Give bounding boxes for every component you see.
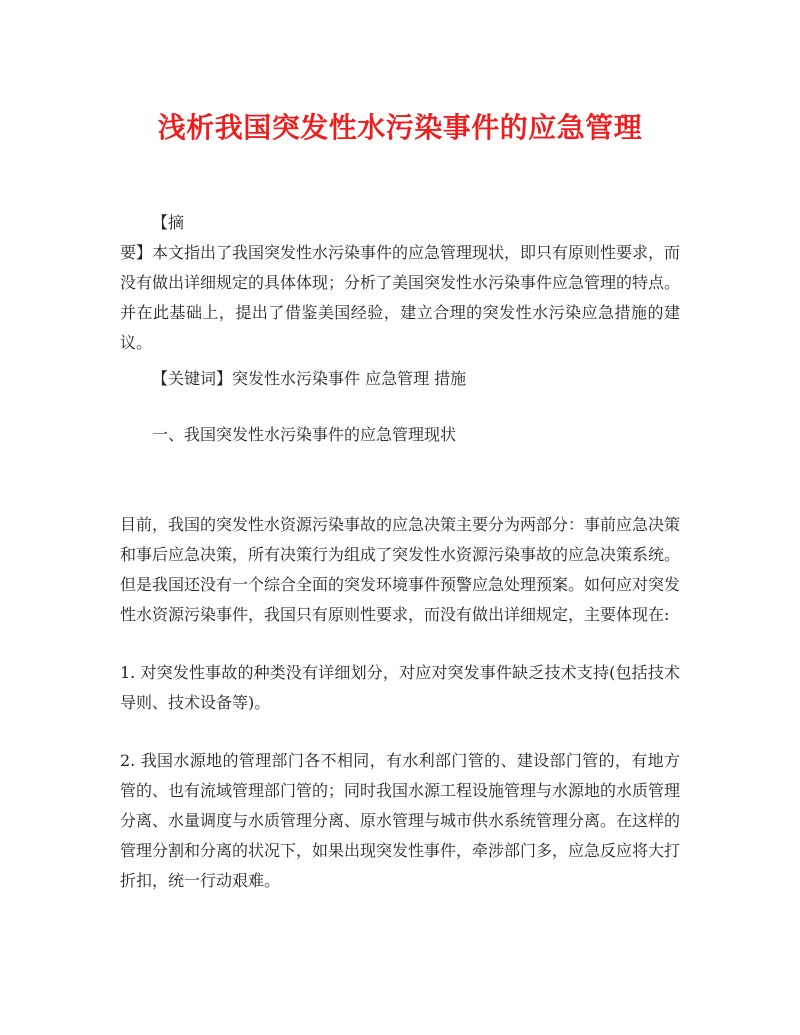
abstract-label: 【摘 xyxy=(152,213,185,232)
section-heading: 一、我国突发性水污染事件的应急管理现状 xyxy=(152,425,457,444)
document-title: 浅析我国突发性水污染事件的应急管理 xyxy=(157,111,643,144)
abstract-text: 要】本文指出了我国突发性水污染事件的应急管理现状，即只有原则性要求，而没有做出详细规定的具体体现；分析了美国突发性水污染事件应急管理的特点。并在此基础上，提出了借鉴美国经验，建立合理的突发性水污染应急措施的建议。 xyxy=(120,243,681,352)
keywords-line: 【关键词】突发性水污染事件 应急管理 措施 xyxy=(152,369,467,388)
list-item-1: 1. 对突发性事故的种类没有详细划分，对应对突发事件缺乏技术支持(包括技术导则、技术设备等)。 xyxy=(120,663,680,712)
list-item-2: 2. 我国水源地的管理部门各不相同，有水利部门管的、建设部门管的，有地方管的、也有流域管理部门管的；同时我国水源工程设施管理与水源地的水质管理分离、水量调度与水质管理分离、原水管理与城市供水系统管理分离。在这样的管理分割和分离的状况下，如果出现突发性事件，牵涉部门多，应急反应将大打折扣，统一行动艰难。 xyxy=(120,751,681,890)
intro-paragraph: 目前，我国的突发性水资源污染事故的应急决策主要分为两部分：事前应急决策和事后应急决策，所有决策行为组成了突发性水资源污染事故的应急决策系统。但是我国还没有一个综合全面的突发环境事件预警应急处理预案。如何应对突发性水资源污染事件，我国只有原则性要求，而没有做出详细规定，主要体现在: xyxy=(120,515,681,624)
